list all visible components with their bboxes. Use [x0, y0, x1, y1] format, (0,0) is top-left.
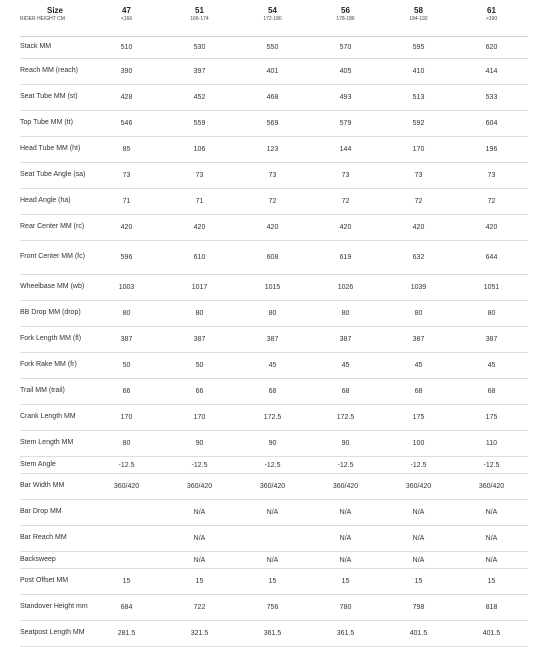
row-label: Stem Angle	[20, 457, 90, 474]
table-cell: 360/420	[90, 474, 163, 500]
table-cell: 780	[309, 595, 382, 621]
table-cell: 80	[236, 301, 309, 327]
size-column-header: 56	[341, 6, 350, 15]
size-column-header: 54	[268, 6, 277, 15]
table-cell: 123	[236, 137, 309, 163]
size-column-header: 51	[195, 6, 204, 15]
table-cell: 80	[455, 301, 528, 327]
size-header-row	[20, 6, 528, 16]
row-label: Bar Drop MM	[20, 500, 90, 526]
row-label: Fork Length MM (fl)	[20, 327, 90, 353]
table-cell: 387	[163, 327, 236, 353]
size-column-header: 47	[122, 6, 131, 15]
table-cell: 106	[163, 137, 236, 163]
table-cell: 387	[455, 327, 528, 353]
row-label: Trail MM (trail)	[20, 379, 90, 405]
row-label: Stem Length MM	[20, 431, 90, 457]
table-cell: 360/420	[382, 474, 455, 500]
table-cell	[90, 552, 163, 569]
row-label: Rear Center MM (rc)	[20, 215, 90, 241]
table-cell: 1017	[163, 275, 236, 301]
table-cell: 72	[309, 189, 382, 215]
table-cell: N/A	[163, 552, 236, 569]
table-cell: -12.5	[382, 457, 455, 474]
table-row	[20, 327, 528, 353]
table-cell: 546	[90, 111, 163, 137]
row-label: BB Drop MM (drop)	[20, 301, 90, 327]
table-cell: 360/420	[309, 474, 382, 500]
table-cell: 644	[455, 241, 528, 275]
table-cell: 401.5	[455, 621, 528, 647]
table-cell: 80	[309, 301, 382, 327]
table-cell: -12.5	[90, 457, 163, 474]
table-cell: 175	[455, 405, 528, 431]
table-cell: 559	[163, 111, 236, 137]
table-cell: N/A	[455, 552, 528, 569]
table-cell: 68	[309, 379, 382, 405]
table-cell: 1039	[382, 275, 455, 301]
table-cell: 387	[382, 327, 455, 353]
table-cell: 80	[90, 431, 163, 457]
table-cell: N/A	[455, 526, 528, 552]
table-cell: 361.5	[309, 621, 382, 647]
row-label: Reach MM (reach)	[20, 59, 90, 85]
table-cell: N/A	[455, 500, 528, 526]
table-cell: -12.5	[455, 457, 528, 474]
table-cell	[236, 526, 309, 552]
row-label: Bar Reach MM	[20, 526, 90, 552]
table-row	[20, 275, 528, 301]
table-cell: 73	[382, 163, 455, 189]
table-row	[20, 37, 528, 59]
table-row	[20, 405, 528, 431]
rider-height-range: 178-186	[309, 16, 382, 37]
row-label: Standover Height mm	[20, 595, 90, 621]
table-row	[20, 500, 528, 526]
table-cell: 50	[163, 353, 236, 379]
table-cell: 172.5	[236, 405, 309, 431]
rider-height-row	[20, 16, 528, 37]
table-cell: 684	[90, 595, 163, 621]
rider-height-range: 184-192	[382, 16, 455, 37]
table-cell: 68	[236, 379, 309, 405]
table-row	[20, 59, 528, 85]
table-cell: 401	[236, 59, 309, 85]
geometry-table-body	[20, 37, 528, 647]
table-cell: 170	[382, 137, 455, 163]
table-cell: 50	[90, 353, 163, 379]
table-cell: 798	[382, 595, 455, 621]
table-cell: 414	[455, 59, 528, 85]
table-cell: 722	[163, 595, 236, 621]
table-cell: -12.5	[236, 457, 309, 474]
table-cell: 321.5	[163, 621, 236, 647]
table-cell: 510	[90, 37, 163, 59]
table-row	[20, 457, 528, 474]
table-cell: 73	[163, 163, 236, 189]
row-label: Seat Tube MM (st)	[20, 85, 90, 111]
table-row	[20, 163, 528, 189]
table-cell: N/A	[236, 552, 309, 569]
table-cell	[90, 526, 163, 552]
table-cell: N/A	[309, 500, 382, 526]
rider-height-range: 166-174	[163, 16, 236, 37]
row-label: Bar Width MM	[20, 474, 90, 500]
row-label: Seatpost Length MM	[20, 621, 90, 647]
table-cell: 452	[163, 85, 236, 111]
row-label: Head Angle (ha)	[20, 189, 90, 215]
table-cell: 66	[90, 379, 163, 405]
table-row	[20, 431, 528, 457]
table-cell: 170	[90, 405, 163, 431]
table-cell: 533	[455, 85, 528, 111]
table-cell: 428	[90, 85, 163, 111]
table-cell: 172.5	[309, 405, 382, 431]
table-cell: 72	[236, 189, 309, 215]
table-cell: 550	[236, 37, 309, 59]
table-cell: 756	[236, 595, 309, 621]
table-cell: 90	[163, 431, 236, 457]
table-cell: 619	[309, 241, 382, 275]
table-cell: 387	[236, 327, 309, 353]
table-cell: 170	[163, 405, 236, 431]
row-label: Head Tube MM (ht)	[20, 137, 90, 163]
rider-height-label: RIDER HEIGHT CM	[20, 16, 90, 37]
table-cell: 71	[90, 189, 163, 215]
table-cell: 1026	[309, 275, 382, 301]
table-cell: 420	[90, 215, 163, 241]
row-label: Crank Length MM	[20, 405, 90, 431]
table-cell: 15	[309, 569, 382, 595]
table-cell: 513	[382, 85, 455, 111]
table-row	[20, 569, 528, 595]
rider-height-range: <166	[90, 16, 163, 37]
table-cell: 468	[236, 85, 309, 111]
table-cell: 68	[455, 379, 528, 405]
table-cell: 144	[309, 137, 382, 163]
table-cell: 45	[382, 353, 455, 379]
rider-height-range: >190	[455, 16, 528, 37]
table-row	[20, 301, 528, 327]
table-cell: 608	[236, 241, 309, 275]
table-cell: 15	[236, 569, 309, 595]
table-cell: 45	[455, 353, 528, 379]
table-cell: 68	[382, 379, 455, 405]
table-cell: 15	[90, 569, 163, 595]
table-cell: 632	[382, 241, 455, 275]
table-cell: 71	[163, 189, 236, 215]
row-label: Wheelbase MM (wb)	[20, 275, 90, 301]
table-cell: 1003	[90, 275, 163, 301]
table-row	[20, 85, 528, 111]
table-cell: 569	[236, 111, 309, 137]
table-cell: -12.5	[163, 457, 236, 474]
table-row	[20, 353, 528, 379]
table-cell: 387	[309, 327, 382, 353]
row-label: Stack MM	[20, 37, 90, 59]
table-cell: 604	[455, 111, 528, 137]
table-row	[20, 621, 528, 647]
table-cell: 1015	[236, 275, 309, 301]
table-cell: 420	[236, 215, 309, 241]
table-cell: 15	[455, 569, 528, 595]
table-cell: 100	[382, 431, 455, 457]
table-cell: N/A	[382, 552, 455, 569]
table-row	[20, 189, 528, 215]
table-cell	[90, 500, 163, 526]
table-cell: 610	[163, 241, 236, 275]
table-cell: 196	[455, 137, 528, 163]
table-cell: 818	[455, 595, 528, 621]
table-cell: 45	[309, 353, 382, 379]
table-cell: 90	[309, 431, 382, 457]
table-cell: 73	[455, 163, 528, 189]
table-cell: 420	[163, 215, 236, 241]
table-cell: 72	[455, 189, 528, 215]
table-row	[20, 526, 528, 552]
table-row	[20, 379, 528, 405]
table-cell: 387	[90, 327, 163, 353]
row-label: Backsweep	[20, 552, 90, 569]
size-column-header: 61	[487, 6, 496, 15]
table-cell: 175	[382, 405, 455, 431]
row-label: Post Offset MM	[20, 569, 90, 595]
table-cell: 620	[455, 37, 528, 59]
table-cell: 493	[309, 85, 382, 111]
table-cell: 595	[382, 37, 455, 59]
row-label: Fork Rake MM (fr)	[20, 353, 90, 379]
table-cell: 281.5	[90, 621, 163, 647]
table-cell: 420	[382, 215, 455, 241]
table-row	[20, 241, 528, 275]
table-row	[20, 137, 528, 163]
table-row	[20, 595, 528, 621]
table-cell: 397	[163, 59, 236, 85]
table-row	[20, 215, 528, 241]
table-cell: N/A	[163, 526, 236, 552]
table-cell: 85	[90, 137, 163, 163]
table-cell: 596	[90, 241, 163, 275]
rider-height-range: 172-180	[236, 16, 309, 37]
table-row	[20, 552, 528, 569]
table-cell: 45	[236, 353, 309, 379]
geometry-table	[20, 6, 528, 647]
table-cell: N/A	[236, 500, 309, 526]
size-column-header: 58	[414, 6, 423, 15]
table-cell: 579	[309, 111, 382, 137]
table-cell: 361.5	[236, 621, 309, 647]
row-label: Top Tube MM (tt)	[20, 111, 90, 137]
table-cell: 15	[163, 569, 236, 595]
table-row	[20, 474, 528, 500]
table-cell: 90	[236, 431, 309, 457]
table-cell: 110	[455, 431, 528, 457]
table-cell: 80	[163, 301, 236, 327]
table-cell: 72	[382, 189, 455, 215]
table-cell: 360/420	[236, 474, 309, 500]
table-cell: 390	[90, 59, 163, 85]
table-cell: 73	[90, 163, 163, 189]
table-cell: 592	[382, 111, 455, 137]
table-cell: 360/420	[163, 474, 236, 500]
table-cell: N/A	[382, 526, 455, 552]
table-cell: 401.5	[382, 621, 455, 647]
table-cell: N/A	[163, 500, 236, 526]
table-cell: 66	[163, 379, 236, 405]
table-cell: 570	[309, 37, 382, 59]
table-cell: N/A	[382, 500, 455, 526]
table-cell: 405	[309, 59, 382, 85]
table-cell: N/A	[309, 552, 382, 569]
table-cell: 15	[382, 569, 455, 595]
table-cell: 73	[236, 163, 309, 189]
row-label: Seat Tube Angle (sa)	[20, 163, 90, 189]
table-cell: -12.5	[309, 457, 382, 474]
table-cell: 73	[309, 163, 382, 189]
table-row	[20, 111, 528, 137]
table-cell: 420	[455, 215, 528, 241]
table-cell: 80	[382, 301, 455, 327]
row-label: Front Center MM (fc)	[20, 241, 90, 275]
table-cell: 80	[90, 301, 163, 327]
table-cell: N/A	[309, 526, 382, 552]
table-cell: 530	[163, 37, 236, 59]
size-label: Size	[46, 6, 63, 15]
table-cell: 410	[382, 59, 455, 85]
table-cell: 360/420	[455, 474, 528, 500]
table-cell: 420	[309, 215, 382, 241]
table-cell: 1051	[455, 275, 528, 301]
